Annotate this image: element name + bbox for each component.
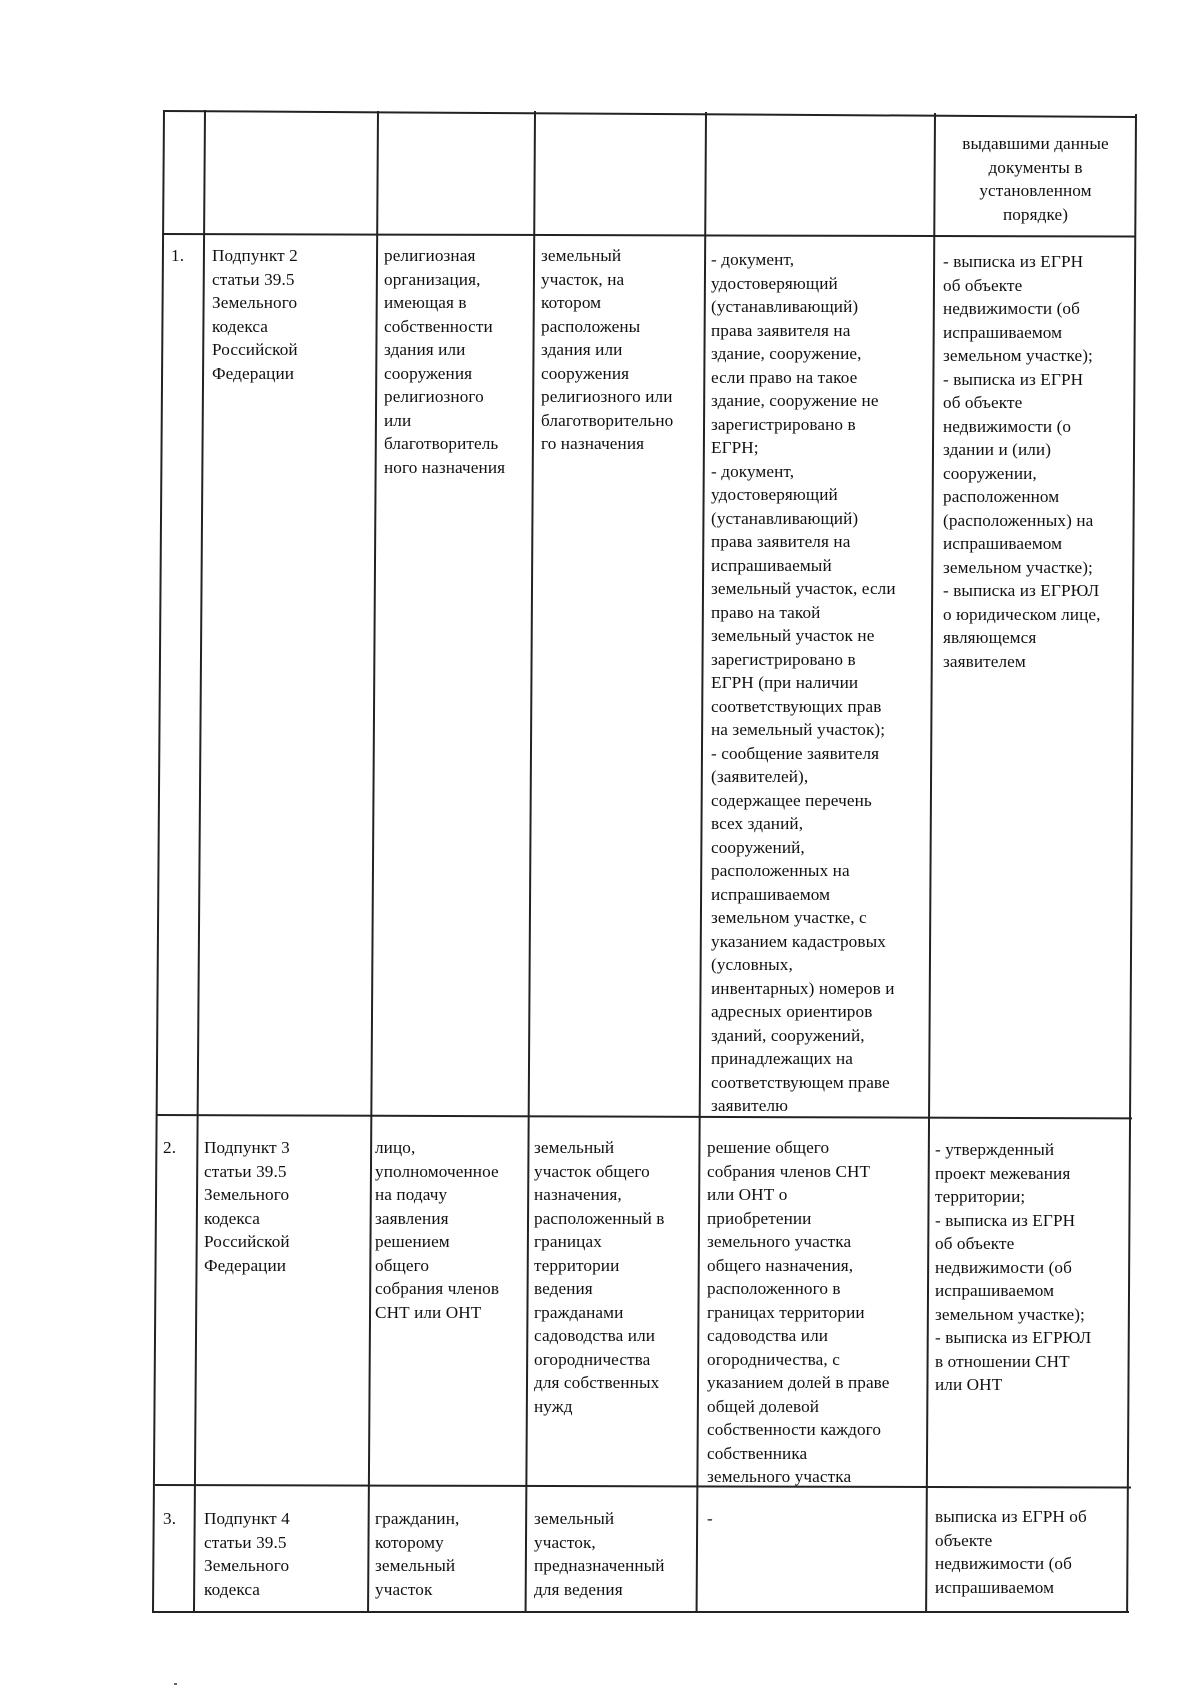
- row-2-number: 2.: [163, 1138, 177, 1157]
- table-bottom-border: [153, 1611, 1129, 1613]
- col-border-2: [367, 111, 379, 1613]
- table-top-border: [163, 110, 1136, 118]
- col-border-1: [193, 110, 206, 1613]
- row-1-land-plot: земельный участок, на котором расположены здания или сооружения религиозного или благотворительно го назначения: [541, 246, 674, 453]
- row-2-applicant-documents: решение общего собрания членов СНТ или ОНТ о приобретении земельного участка общего назначения, расположенного в границах территории садоводства или огородничества, с указанием долей в праве общей долевой собственности каждого собственника земельного участка: [707, 1138, 890, 1486]
- row-3-basis: Подпункт 4 статьи 39.5 Земельного кодекса: [204, 1509, 290, 1599]
- scan-speck: [174, 1683, 177, 1685]
- col-border-6: [1126, 114, 1137, 1613]
- row-3-land-plot: земельный участок, предназначенный для ведения: [534, 1509, 665, 1599]
- row-divider-1: [157, 1114, 1132, 1119]
- row-divider-header: [162, 233, 1136, 238]
- col-border-4: [696, 112, 707, 1613]
- header-col-documents-requested: выдавшими данные документы в установленном порядке): [962, 134, 1109, 224]
- row-3-requested-documents: выписка из ЕГРН об объекте недвижимости (об испрашиваемом: [935, 1507, 1087, 1597]
- row-1-number: 1.: [171, 246, 185, 265]
- row-divider-2: [155, 1484, 1131, 1489]
- row-2-land-plot: земельный участок общего назначения, расположенный в границах территории ведения гражданами садоводства или огородничества для собственных нужд: [534, 1138, 665, 1416]
- row-3-applicant: гражданин, которому земельный участок: [375, 1509, 460, 1599]
- col-border-0: [152, 110, 165, 1613]
- row-1-applicant-documents: - документ, удостоверяющий (устанавливающий) права заявителя на здание, сооружение, если право на такое здание, сооружение не зарегистрировано в ЕГРН; - документ, удостоверяющий (устанавливающий) права заявителя на испрашиваемый земельный участок, если право на такой земельный участок не зарегистрировано в ЕГРН (при наличии соответствующих прав на земельный участок); - сообщение заявителя (заявителей), содержащее перечень всех зданий, сооружений, расположенных на испрашиваемом земельном участке, с указанием кадастровых (условных, инвентарных) номеров и адресных ориентиров зданий, сооружений, принадлежащих на соответствующем праве заявителю: [711, 250, 896, 1115]
- row-3-number: 3.: [163, 1509, 177, 1528]
- row-3-applicant-documents: -: [707, 1509, 713, 1528]
- row-1-requested-documents: - выписка из ЕГРН об объекте недвижимости (об испрашиваемом земельном участке); - выписка из ЕГРН об объекте недвижимости (о здании и (или) сооружении, расположенном (расположенных) на испрашиваемом земельном участке); - выписка из ЕГРЮЛ о юридическом лице, являющемся заявителем: [943, 252, 1101, 671]
- row-2-requested-documents: - утвержденный проект межевания территории; - выписка из ЕГРН об объекте недвижимости (об испрашиваемом земельном участке); - выписка из ЕГРЮЛ в отношении СНТ или ОНТ: [935, 1140, 1092, 1394]
- row-2-applicant: лицо, уполномоченное на подачу заявления решением общего собрания членов СНТ или ОНТ: [375, 1138, 500, 1322]
- row-1-applicant: религиозная организация, имеющая в собственности здания или сооружения религиозного или благотворитель ного назначения: [384, 246, 506, 477]
- row-2-basis: Подпункт 3 статьи 39.5 Земельного кодекса Российской Федерации: [204, 1138, 290, 1275]
- row-1-basis: Подпункт 2 статьи 39.5 Земельного кодекса Российской Федерации: [212, 246, 298, 383]
